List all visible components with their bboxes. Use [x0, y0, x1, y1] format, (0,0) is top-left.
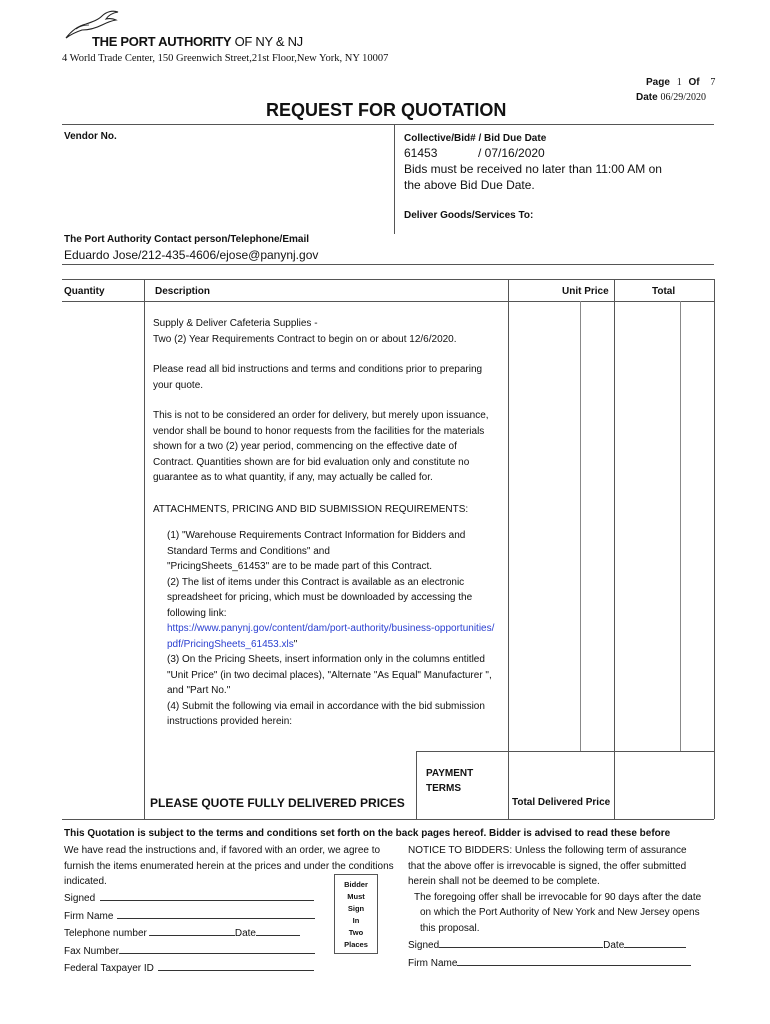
column-total: Total [652, 286, 676, 297]
desc-line: Supply & Deliver Cafeteria Supplies - [153, 318, 318, 329]
notice-line: herein shall not be deemed to be complete. [408, 876, 600, 887]
vendor-number-label: Vendor No. [64, 131, 117, 142]
bid-deadline-line2: the above Bid Due Date. [404, 178, 535, 192]
fax-field[interactable] [119, 942, 315, 954]
desc-line: "PricingSheets_61453" are to be made part of this Contract. [167, 561, 433, 572]
payment-terms-l1: PAYMENT [426, 768, 474, 779]
right-date-label: Date [603, 940, 625, 951]
desc-line: Standard Terms and Conditions" and [167, 545, 330, 557]
taxpayer-label: Federal Taxpayer ID [64, 963, 154, 974]
notice-to-bidders [408, 843, 718, 971]
bidder-box-line: In [352, 916, 360, 925]
agreement-line: furnish the items enumerated herein at the prices and under the conditions [64, 860, 394, 872]
bidder-box-line: Must [347, 892, 365, 901]
desc-line: instructions provided herein: [167, 716, 293, 727]
signed-field[interactable] [100, 889, 314, 901]
description-block [153, 316, 508, 347]
attachments-heading: ATTACHMENTS, PRICING AND BID SUBMISSION REQUIREMENTS: [153, 504, 469, 515]
pricing-sheet-link-cont[interactable]: pdf/PricingSheets_61453.xls [167, 638, 294, 650]
signed-label: Signed [64, 893, 96, 904]
total-delivered-price-label: Total Delivered Price [512, 797, 611, 808]
contact-label: The Port Authority Contact person/Telephone/Email [64, 234, 310, 245]
bid-label: Collective/Bid# / Bid Due Date [404, 133, 547, 144]
bidder-box-line: Two [348, 928, 364, 937]
column-description: Description [155, 286, 211, 297]
org-name-bold: THE PORT AUTHORITY [92, 34, 232, 49]
desc-line: (4) Submit the following via email in accordance with the bid submission [167, 700, 485, 712]
of-label: Of [688, 77, 700, 88]
notice-line: this proposal. [420, 922, 480, 934]
desc-line: Please read all bid instructions and terms and conditions prior to preparing [153, 364, 483, 375]
desc-line: guarantee as to what quantity, if any, may actually be called for. [153, 472, 433, 483]
desc-line: your quote. [153, 379, 204, 391]
desc-line: (2) The list of items under this Contract is available as an electronic [167, 576, 465, 588]
bid-due-date: / 07/16/2020 [478, 146, 545, 160]
page-label: Page [646, 77, 670, 88]
bid-number: 61453 [404, 146, 438, 160]
contact-value: Eduardo Jose/212-435-4606/ejose@panynj.gov [64, 248, 319, 262]
page-indicator [646, 77, 715, 88]
notice-line: NOTICE TO BIDDERS: Unless the following term of assurance [408, 845, 687, 856]
payment-terms-l2: TERMS [426, 783, 461, 794]
date-label: Date [636, 92, 658, 103]
right-signed-label: Signed [408, 940, 440, 951]
desc-line: spreadsheet for pricing, which must be downloaded by accessing the [167, 592, 473, 603]
agreement-line: indicated. [64, 876, 107, 887]
signature-fields [64, 889, 324, 977]
right-date-field[interactable] [624, 936, 686, 948]
attachments-list [167, 528, 512, 730]
right-firm-field[interactable] [457, 954, 691, 966]
date-value: 06/29/2020 [660, 92, 707, 103]
quote-delivered-notice: PLEASE QUOTE FULLY DELIVERED PRICES [150, 796, 405, 810]
taxpayer-field[interactable] [158, 959, 314, 971]
notice-line: The foregoing offer shall be irrevocable for 90 days after the date [414, 891, 702, 903]
deliver-to-label: Deliver Goods/Services To: [404, 210, 534, 221]
page-number: 1 [676, 77, 682, 88]
desc-line: "Unit Price" (in two decimal places), "Alternate "As Equal" Manufacturer ", [167, 669, 492, 681]
right-signed-field[interactable] [439, 936, 603, 948]
telephone-label: Telephone number [64, 928, 147, 939]
desc-line: (3) On the Pricing Sheets, insert information only in the columns entitled [167, 654, 485, 665]
firm-name-field[interactable] [117, 907, 315, 919]
page-title: REQUEST FOR QUOTATION [266, 100, 507, 120]
desc-line: Contract. Quantities shown are for bid evaluation only and constitute no [153, 456, 470, 468]
telephone-field[interactable] [149, 924, 235, 936]
bid-deadline-line1: Bids must be received no later than 11:00 AM on [404, 162, 662, 176]
notice-line: on which the Port Authority of New York and New Jersey opens [420, 907, 700, 918]
agreement-line: We have read the instructions and, if favored with an order, we agree to [64, 845, 381, 856]
desc-line: This is not to be considered an order for delivery, but merely upon issuance, [153, 410, 489, 421]
column-quantity: Quantity [64, 286, 105, 297]
page-total: 7 [710, 77, 716, 88]
org-name-rest: OF NY & NJ [234, 34, 303, 49]
date-label: Date [234, 928, 256, 939]
link-closing-quote: " [293, 638, 298, 650]
date-field[interactable] [256, 924, 300, 936]
desc-line: (1) "Warehouse Requirements Contract Information for Bidders and [167, 530, 466, 541]
fax-label: Fax Number [64, 945, 120, 957]
bidder-box-line: Places [344, 940, 368, 949]
desc-line: Two (2) Year Requirements Contract to begin on or about 12/6/2020. [153, 333, 457, 345]
org-name [92, 34, 303, 49]
description-instructions [153, 362, 508, 393]
pricing-sheet-link[interactable]: https://www.panynj.gov/content/dam/port-authority/business-opportunities/ [167, 623, 495, 634]
desc-line: vendor shall be bound to honor requests from the facilities for the materials [153, 425, 485, 437]
description-notice [153, 408, 508, 486]
desc-line: following link: [167, 607, 227, 619]
notice-line: that the above offer is irrevocable is signed, the offer submitted [408, 860, 687, 872]
bidder-box-line: Sign [347, 904, 365, 913]
date-indicator [636, 92, 706, 103]
right-firm-label: Firm Name [408, 957, 458, 969]
org-address: 4 World Trade Center, 150 Greenwich Street,21st Floor,New York, NY 10007 [62, 53, 389, 64]
bidder-box-line: Bidder [344, 880, 368, 889]
desc-line: shown for a two (2) year period, commencing on the effective date of [153, 441, 457, 452]
firm-name-label: Firm Name [64, 910, 114, 922]
bidder-sign-box [334, 874, 378, 954]
terms-notice: This Quotation is subject to the terms and conditions set forth on the back pages hereof. Bidder is advised to read these before [64, 828, 671, 839]
desc-line: and "Part No." [167, 685, 231, 696]
payment-terms-label [426, 766, 473, 796]
column-unit-price: Unit Price [562, 286, 609, 297]
